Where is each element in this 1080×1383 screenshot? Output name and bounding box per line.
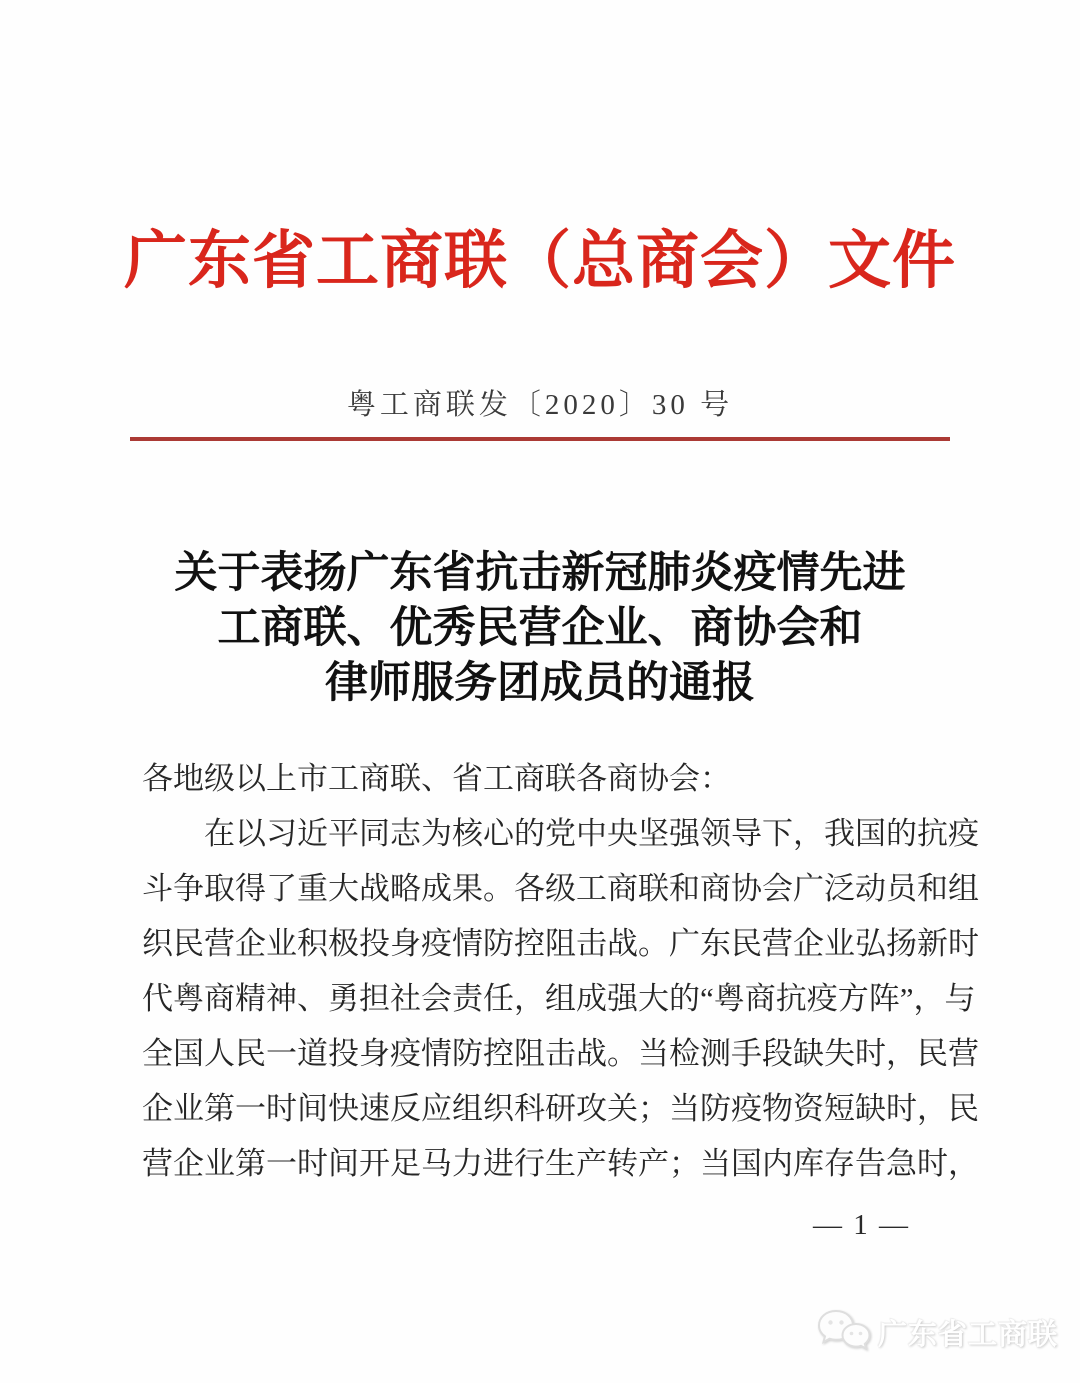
body-text-line: 织民营企业积极投身疫情防控阻击战。广东民营企业弘扬新时: [142, 926, 979, 961]
document-title-line-2: 工商联、优秀民营企业、商协会和: [217, 605, 863, 652]
red-divider-line: [130, 437, 950, 441]
body-text-line: 企业第一时间快速反应组织科研攻关；当防疫物资短缺时，民: [142, 1091, 979, 1126]
document-title-line-3: 律师服务团成员的通报: [325, 660, 755, 707]
body-text-line: 全国人民一道投身疫情防控阻击战。当检测手段缺失时，民营: [142, 1036, 979, 1071]
salutation: 各地级以上市工商联、省工商联各商协会：: [142, 761, 731, 796]
page-number: — 1 —: [813, 1209, 910, 1241]
document-title-line-1: 关于表扬广东省抗击新冠肺炎疫情先进: [174, 550, 906, 597]
body-text-line: 斗争取得了重大战略成果。各级工商联和商协会广泛动员和组: [142, 871, 979, 906]
body-text-line: 营企业第一时间开足马力进行生产转产；当国内库存告急时，: [142, 1146, 979, 1181]
document-title: [0, 546, 1080, 711]
document-body: [142, 751, 979, 1191]
body-text-line: 在以习近平同志为核心的党中央坚强领导下，我国的抗疫: [204, 816, 979, 851]
body-text-line: 代粤商精神、勇担社会责任，组成强大的“粤商抗疫方阵”，与: [142, 981, 976, 1016]
watermark-label: 广东省工商联: [877, 1318, 1058, 1351]
wechat-chat-bubbles-icon: [816, 1307, 872, 1357]
watermark: [816, 1307, 1058, 1357]
document-header-title: 广东省工商联（总商会）文件: [124, 226, 956, 296]
document-number: 粤工商联发〔2020〕30 号: [346, 389, 734, 421]
